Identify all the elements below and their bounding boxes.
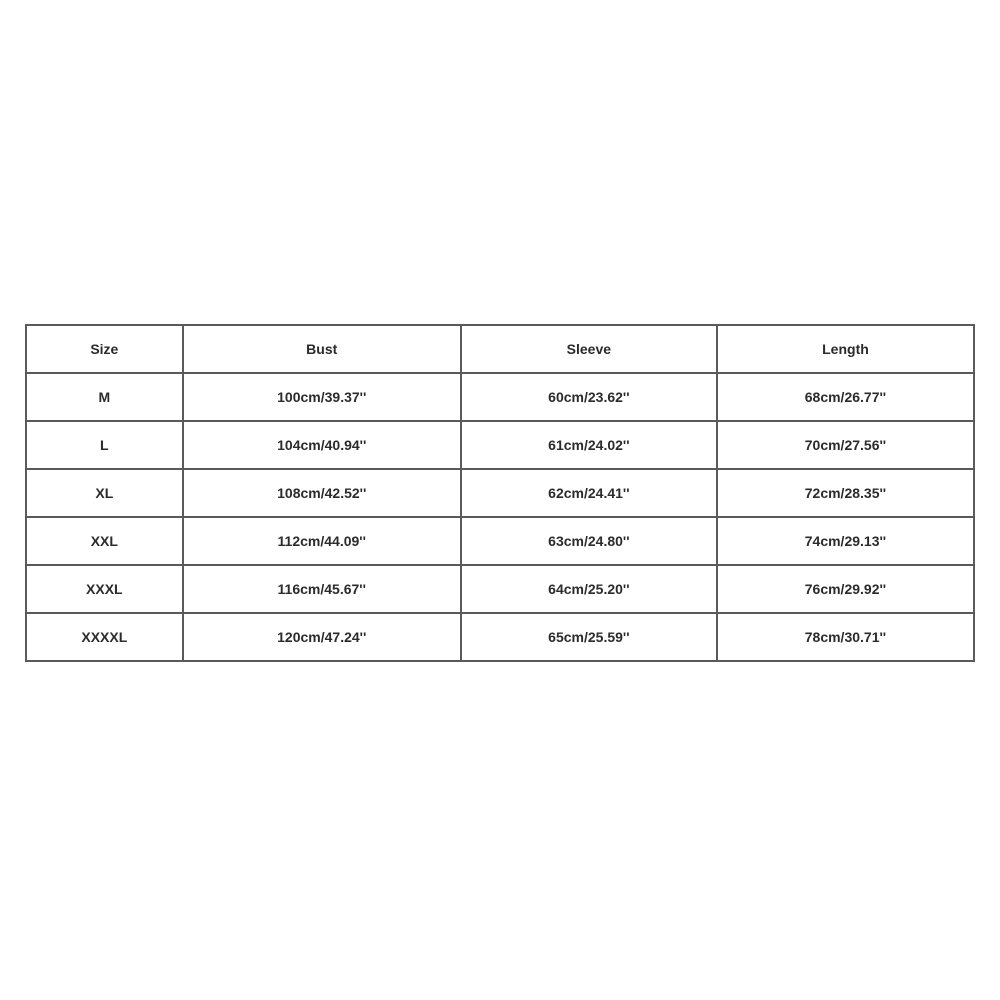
cell-length: 72cm/28.35'': [717, 469, 974, 517]
cell-sleeve: 61cm/24.02'': [461, 421, 717, 469]
table-row: [26, 565, 974, 613]
cell-sleeve: 60cm/23.62'': [461, 373, 717, 421]
cell-size: XXXXL: [26, 613, 183, 661]
header-length: Length: [717, 325, 974, 373]
table-row: [26, 613, 974, 661]
cell-bust: 100cm/39.37'': [183, 373, 461, 421]
table-row: [26, 373, 974, 421]
cell-size: L: [26, 421, 183, 469]
cell-sleeve: 63cm/24.80'': [461, 517, 717, 565]
header-row: [26, 325, 974, 373]
cell-size: XXL: [26, 517, 183, 565]
cell-length: 68cm/26.77'': [717, 373, 974, 421]
table-body: [26, 373, 974, 661]
cell-size: XL: [26, 469, 183, 517]
header-bust: Bust: [183, 325, 461, 373]
cell-bust: 116cm/45.67'': [183, 565, 461, 613]
table-row: [26, 469, 974, 517]
cell-sleeve: 64cm/25.20'': [461, 565, 717, 613]
cell-size: XXXL: [26, 565, 183, 613]
cell-size: M: [26, 373, 183, 421]
cell-length: 78cm/30.71'': [717, 613, 974, 661]
cell-sleeve: 65cm/25.59'': [461, 613, 717, 661]
cell-length: 74cm/29.13'': [717, 517, 974, 565]
table-row: [26, 517, 974, 565]
header-sleeve: Sleeve: [461, 325, 717, 373]
header-size: Size: [26, 325, 183, 373]
cell-bust: 112cm/44.09'': [183, 517, 461, 565]
cell-bust: 120cm/47.24'': [183, 613, 461, 661]
cell-length: 76cm/29.92'': [717, 565, 974, 613]
cell-sleeve: 62cm/24.41'': [461, 469, 717, 517]
table-header: [26, 325, 974, 373]
size-chart-table: [25, 324, 975, 662]
table-row: [26, 421, 974, 469]
cell-bust: 104cm/40.94'': [183, 421, 461, 469]
cell-bust: 108cm/42.52'': [183, 469, 461, 517]
cell-length: 70cm/27.56'': [717, 421, 974, 469]
